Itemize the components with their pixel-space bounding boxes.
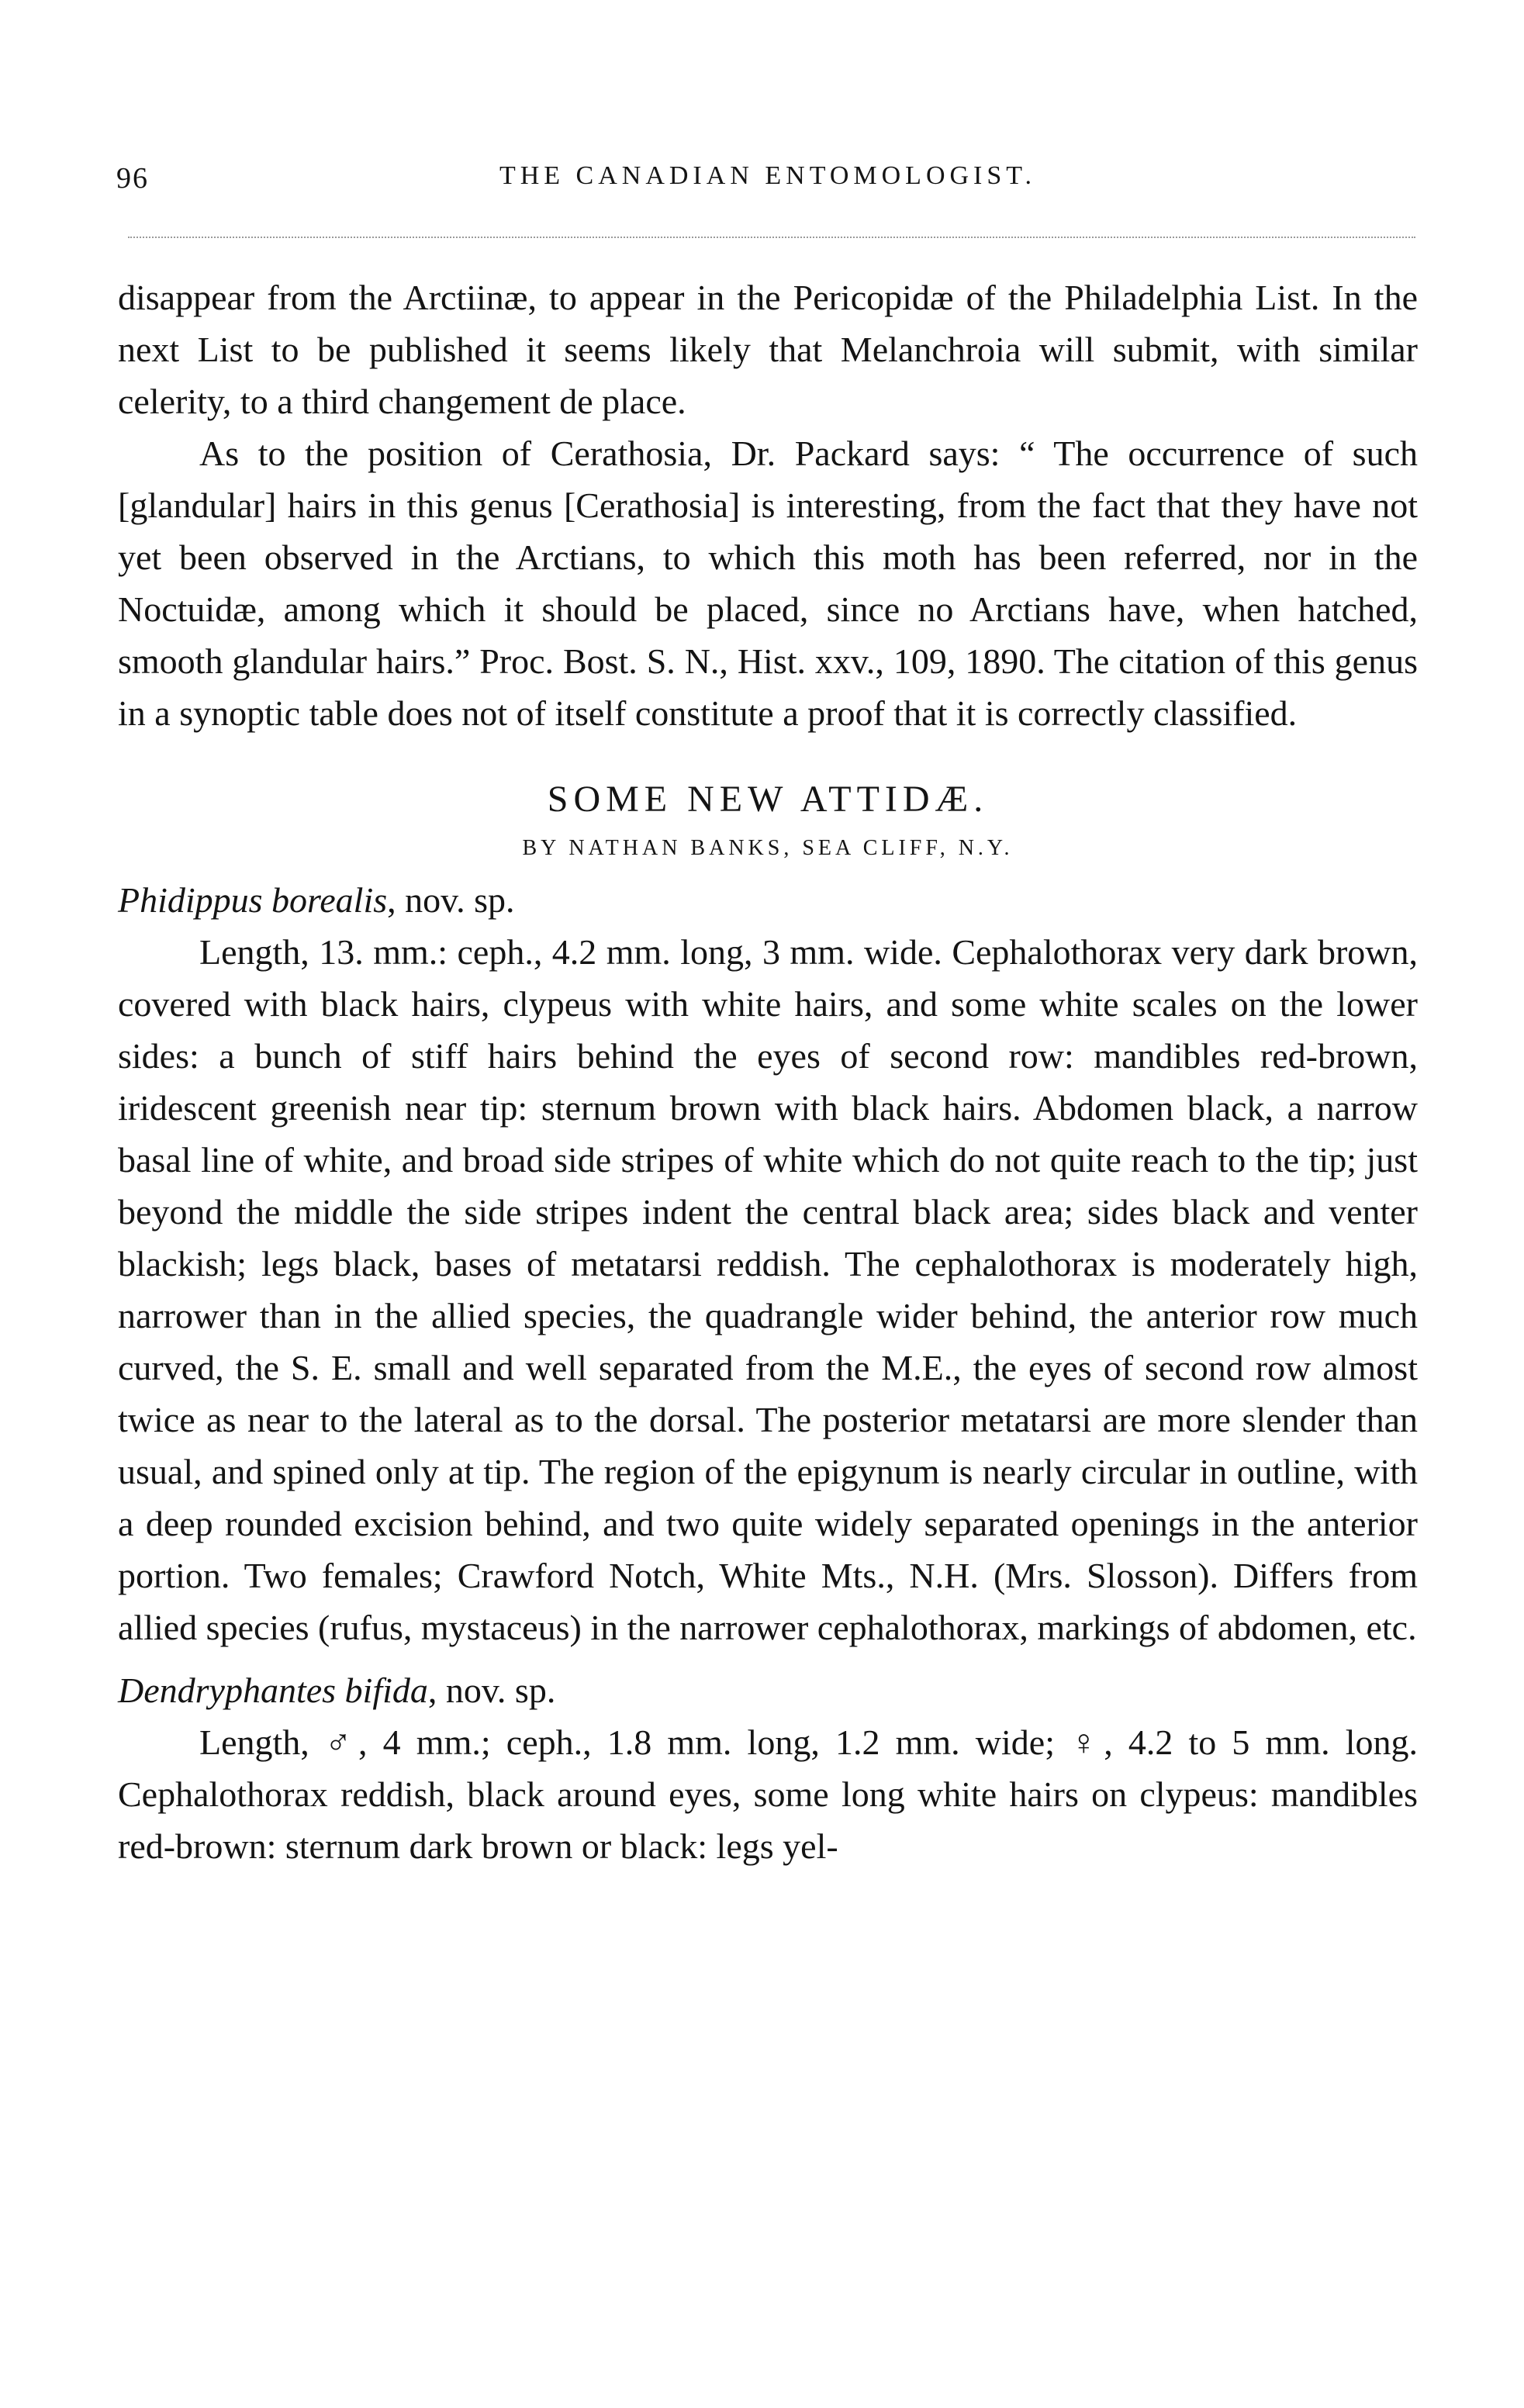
page-header — [116, 161, 1419, 208]
paragraph-continuation: disappear from the Arctiinæ, to appear in the Pericopidæ of the Philadelphia List. In the next List to be published it seems likely that Melanchroia will submit, with similar celerity, to a third changement de place. — [118, 278, 1418, 421]
paragraph-cerathosia: As to the position of Cerathosia, Dr. Packard says: “ The occurrence of such [glandular] hairs in this genus [Cerathosia] is interesting, from the fact that they have not yet been observed in the Arctians, to which this moth has been referred, nor in the Noctuidæ, among which it should be placed, since no Arctians have, when hatched, smooth glandular hairs.” Proc. Bost. S. N., Hist. xxv., 109, 1890. The citation of this genus in a synoptic table does not of itself constitute a proof that it is correctly classified. — [118, 434, 1418, 733]
species-description-phidippus: Length, 13. mm.: ceph., 4.2 mm. long, 3 mm. wide. Cephalothorax very dark brown, covered with black hairs, clypeus with white hairs, and some white scales on the lower sides: a bunch of stiff hairs behind the eyes of second row: mandibles red-brown, iridescent greenish near tip: sternum brown with black hairs. Abdomen black, a narrow basal line of white, and broad side stripes of white which do not quite reach to the tip; just beyond the middle the side stripes indent the central black area; sides black and venter blackish; legs black, bases of metatarsi reddish. The cephalothorax is moderately high, narrower than in the allied species, the quadrangle wider behind, the anterior row much curved, the S. E. small and well separated from the M.E., the eyes of second row almost twice as near to the lateral as to the dorsal. The posterior metatarsi are more slender than usual, and spined only at tip. The region of the epigynum is nearly circular in outline, with a deep rounded excision behind, and two quite widely separated openings in the anterior portion. Two females; Crawford Notch, White Mts., N.H. (Mrs. Slosson). Differs from allied species (rufus, mystaceus) in the narrower cephalothorax, markings of abdomen, etc. — [118, 932, 1418, 1647]
species-name: Dendryphantes bifida — [118, 1670, 428, 1710]
species-heading-dendryphantes — [118, 1664, 1418, 1716]
species-description-dendryphantes: Length, ♂, 4 mm.; ceph., 1.8 mm. long, 1.2 mm. wide; ♀, 4.2 to 5 mm. long. Cephalothorax reddish, black around eyes, some long white hairs on clypeus: mandibles red-brown: sternum dark brown or black: legs yel- — [118, 1722, 1418, 1866]
species-name: Phidippus borealis — [118, 880, 388, 920]
header-rule — [128, 237, 1415, 238]
article-byline: BY NATHAN BANKS, SEA CLIFF, N.Y. — [522, 836, 1014, 860]
article-title: SOME NEW ATTIDÆ. — [547, 779, 989, 820]
body-text — [118, 271, 1418, 1872]
species-suffix: , nov. sp. — [427, 1670, 556, 1710]
species-heading-phidippus — [118, 874, 1418, 926]
running-head: THE CANADIAN ENTOMOLOGIST. — [499, 161, 1037, 190]
page-number: 96 — [116, 162, 149, 195]
species-suffix: , nov. sp. — [387, 880, 515, 920]
